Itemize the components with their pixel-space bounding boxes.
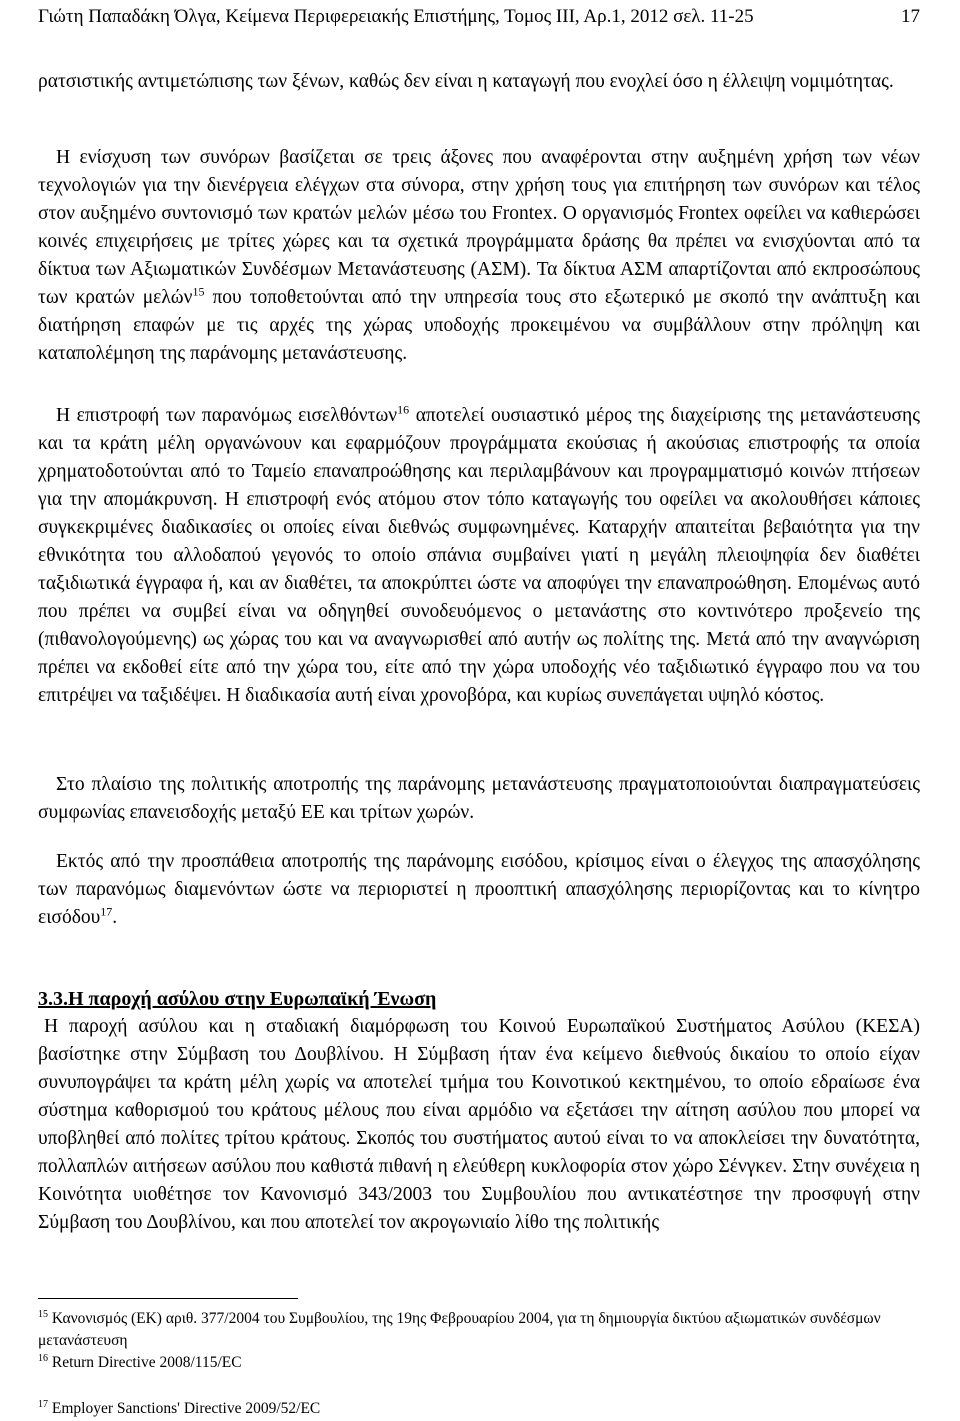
footnote-ref-17[interactable]: 17 [100, 904, 113, 919]
page-number: 17 [901, 6, 920, 27]
footnote-15 [38, 1308, 920, 1352]
paragraph-text: . [112, 907, 118, 928]
footnote-text: Employer Sanctions' Directive 2009/52/EC [48, 1400, 321, 1417]
paragraph-text: αποτελεί ουσιαστικό μέρος της διαχείρισης της μετανάστευσης και τα κράτη μέλη οργανώνουν και εφαρμόζουν προγράμματα εκούσιας ή ακούσιας επιστροφής τα οποία χρηματοδοτούνται από το Ταμείο επαναπροώθησης και περιλαμβάνουν και προγραμματισμό κοινών πτήσεων για την απομάκρυνση. Η επιστροφή ενός ατόμου στον τόπο καταγωγής του οφείλει να ακολουθήσει κάποιες συγκεκριμένες διαδικασίες οι οποίες είναι διεθνώς συμφωνημένες. Καταρχήν απαιτείται βεβαιότητα για την εθνικότητα του αλλοδαπού γεγονός το οποίο σπάνια συμβαίνει γιατί η μεγάλη πλειοψηφία δεν διαθέτει ταξιδιωτικά έγγραφα ή, και αν διαθέτει, τα αποκρύπτει ώστε να αποφύγει την επαναπροώθηση. Επομένως αυτό που πρέπει να συμβεί είναι να οδηγηθεί συνοδευόμενος ο μετανάστης στο κοντινότερο προξενείο της (πιθανολογούμενης) ως χώρας του και να αναγνωρισθεί από αυτήν ως πολίτης της. Μετά από την αναγνώριση πρέπει να εκδοθεί είτε από την χώρα του, είτε από την χώρα υποδοχής νέο ταξιδιωτικό έγγραφο που να του επιτρέψει να ταξιδέψει. Η διαδικασία αυτή είναι χρονοβόρα, και κυρίως συνεπάγεται υψηλό κόστος. [38, 405, 920, 706]
paragraph-continuation [38, 68, 920, 96]
paragraph-employment [38, 848, 920, 932]
paragraph-readmission [38, 771, 920, 827]
paragraph-text: που τοποθετούνται από την υπηρεσία τους στο εξωτερικό με σκοπό την ανάπτυξη και διατήρηση επαφών με τις αρχές της χώρας υποδοχής προκειμένου να συμβάλλουν στην πρόληψη και καταπολέμηση της παράνομης μετανάστευσης. [38, 287, 921, 364]
paragraph-text: Εκτός από την προσπάθεια αποτροπής της παράνομης εισόδου, κρίσιμος είναι ο έλεγχος της απασχόλησης των παρανόμως διαμενόντων ώστε να περιοριστεί η προοπτική απασχόλησης περιορίζοντας και το κίνητρο εισόδου [38, 851, 920, 928]
footnote-number: 15 [38, 1308, 48, 1320]
footnote-number: 17 [38, 1398, 48, 1410]
footnote-separator [38, 1298, 298, 1299]
footnote-number: 16 [38, 1352, 48, 1364]
section-heading: 3.3.Η παροχή ασύλου στην Ευρωπαϊκή Ένωση [38, 988, 437, 1010]
footnote-ref-16[interactable]: 16 [397, 402, 410, 417]
header-citation: Γιώτη Παπαδάκη Όλγα, Κείμενα Περιφερειακής Επιστήμης, Τομος ΙΙΙ, Αρ.1, 2012 σελ. 11-25 [38, 6, 754, 27]
paragraph-text: Η επιστροφή των παρανόμως εισελθόντων [56, 405, 398, 426]
footnote-17 [38, 1398, 920, 1420]
paragraph-asylum [38, 1013, 920, 1237]
footnote-text: Κανονισμός (ΕΚ) αριθ. 377/2004 του Συμβουλίου, της 19ης Φεβρουαρίου 2004, για τη δημιουργία δικτύου αξιωματικών συνδέσμων μετανάστευση [38, 1310, 881, 1349]
footnote-16 [38, 1352, 920, 1374]
paragraph-text: ρατσιστικής αντιμετώπισης των ξένων, καθώς δεν είναι η καταγωγή που ενοχλεί όσο η έλλειψη νομιμότητας. [38, 71, 894, 92]
footnotes [38, 1308, 920, 1420]
paragraph-border-control [38, 144, 920, 368]
running-header [38, 4, 920, 32]
footnote-ref-15[interactable]: 15 [192, 284, 205, 299]
paragraph-text: Στο πλαίσιο της πολιτικής αποτροπής της παράνομης μετανάστευσης πραγματοποιούνται διαπραγματεύσεις συμφωνίας επανεισδοχής μεταξύ ΕΕ και τρίτων χωρών. [38, 774, 920, 823]
footnote-text: Return Directive 2008/115/EC [48, 1354, 242, 1371]
paragraph-return [38, 402, 920, 710]
paragraph-text: Η ενίσχυση των συνόρων βασίζεται σε τρεις άξονες που αναφέρονται στην αυξημένη χρήση των νέων τεχνολογιών για την διενέργεια ελέγχων στα σύνορα, στην χρήση τους για επιτήρηση των συνόρων και τέλος στον αυξημένο συντονισμό των κρατών μελών μέσω του Frontex. Ο οργανισμός Frontex οφείλει να καθιερώσει κοινές επιχειρήσεις με τρίτες χώρες και τα σχετικά προγράμματα δράσης θα πρέπει να ενισχύονται από τα δίκτυα των Αξιωματικών Συνδέσμων Μετανάστευσης (ΑΣΜ). Τα δίκτυα ΑΣΜ απαρτίζονται από εκπροσώπους των κρατών μελών [38, 147, 920, 308]
paragraph-text: Η παροχή ασύλου και η σταδιακή διαμόρφωση του Κοινού Ευρωπαϊκού Συστήματος Ασύλου (ΚΕΣΑ) βασίστηκε στην Σύμβαση του Δουβλίνου. Η Σύμβαση ήταν ένα κείμενο διεθνούς δικαίου το οποίο είχαν συνυπογράψει τα κράτη μέλη χωρίς να αποτελεί τμήμα του Κοινοτικού κεκτημένου, το οποίο εδραίωσε ένα σύστημα καθορισμού του κράτους μέλους που είναι αρμόδιο να εξετάσει την αίτηση ασύλου που μπορεί να υποβληθεί από πολίτες τρίτου κράτους. Σκοπός του συστήματος αυτού είναι το να αποκλείσει την δυνατότητα, πολλαπλών αιτήσεων ασύλου που καθιστά πιθανή η ελεύθερη κυκλοφορία στον χώρο Σένγκεν. Στην συνέχεια η Κοινότητα υιοθέτησε τον Κανονισμό 343/2003 του Συμβουλίου που αντικατέστησε την προσφυγή στην Σύμβαση του Δουβλίνου, και που αποτελεί τον ακρογωνιαίο λίθο της πολιτικής [38, 1016, 920, 1233]
